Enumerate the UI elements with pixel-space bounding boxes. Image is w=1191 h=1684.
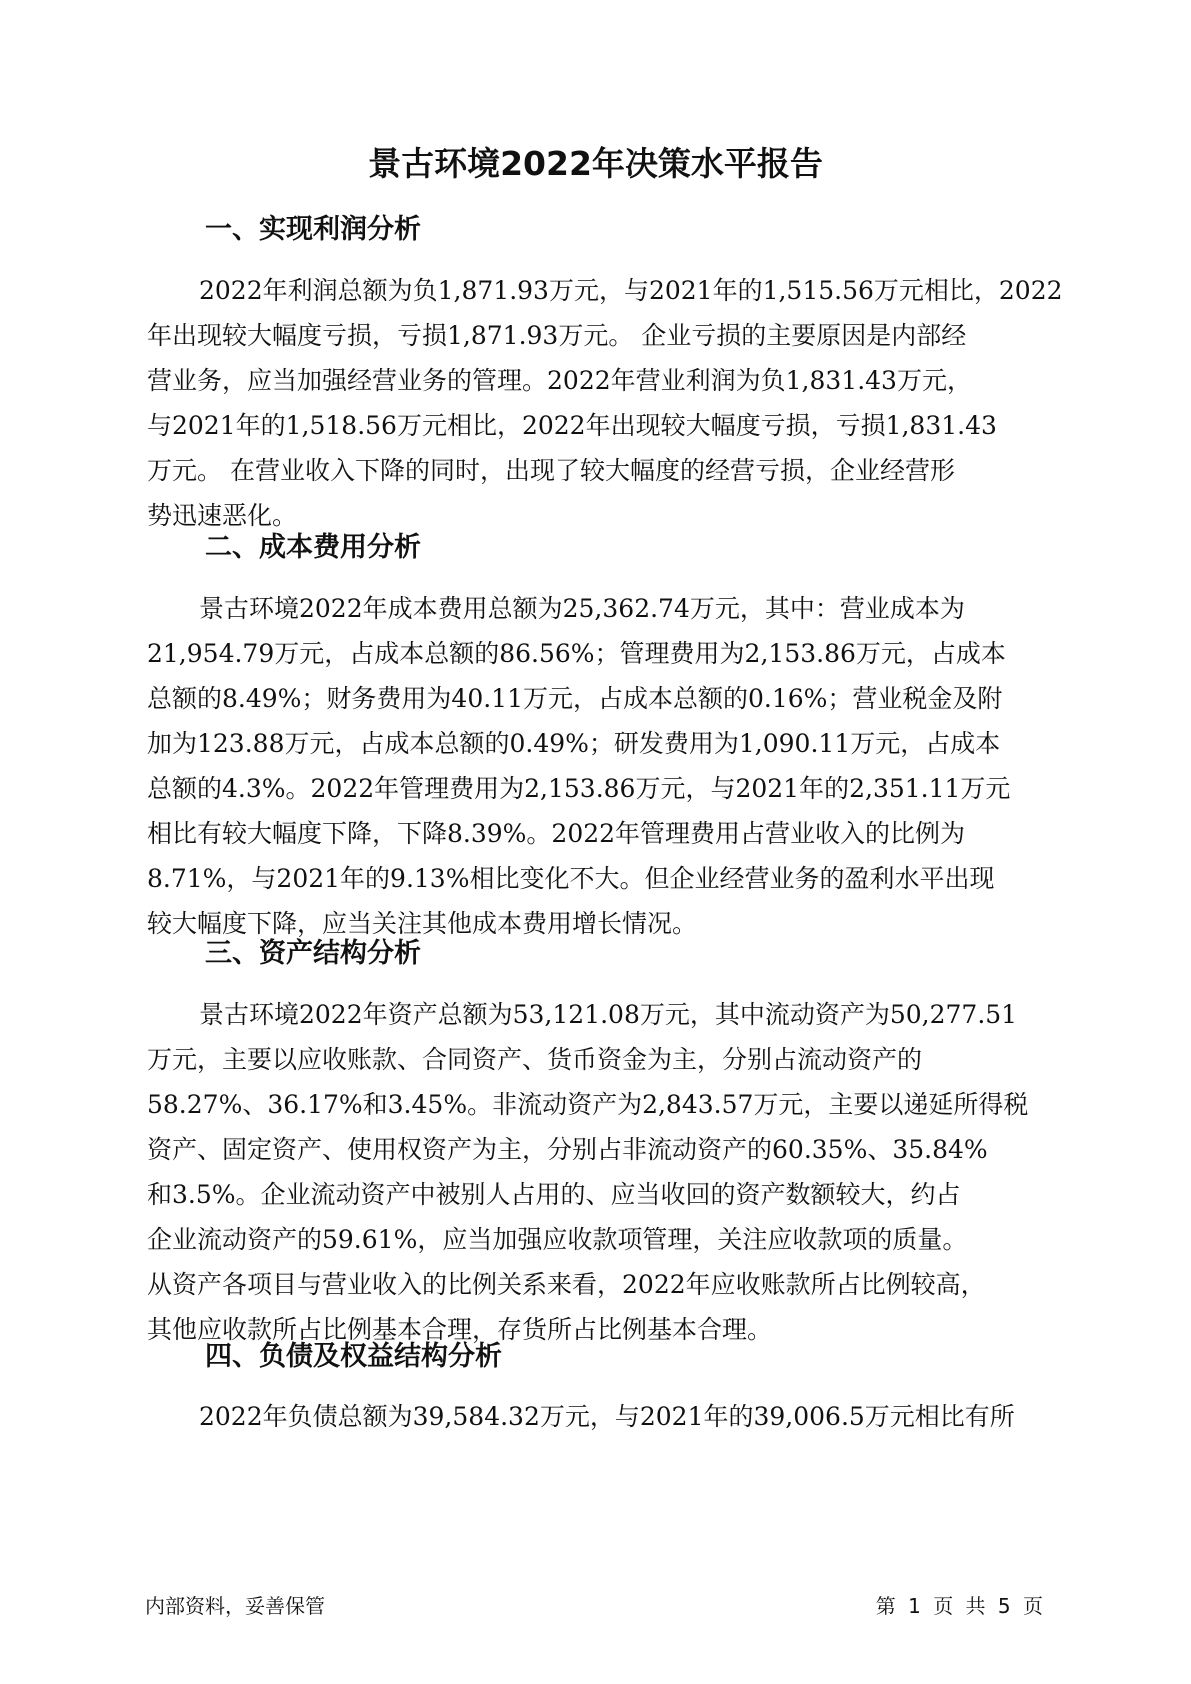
section-body-cost: [147, 586, 1077, 946]
footer-confidential-note: 内部资料，妥善保管: [145, 1594, 325, 1618]
text-line: 资产、固定资产、使用权资产为主，分别占非流动资产的60.35%、35.84%: [147, 1135, 988, 1164]
text-line: 总额的4.3%。2022年管理费用为2,153.86万元，与2021年的2,351.11万元: [147, 774, 1011, 803]
text-line: 企业流动资产的59.61%，应当加强应收款项管理，关注应收款项的质量。: [147, 1225, 968, 1254]
text-line: 相比有较大幅度下降，下降8.39%。2022年管理费用占营业收入的比例为: [147, 819, 966, 848]
text-line: 58.27%、36.17%和3.45%。非流动资产为2,843.57万元，主要以递延所得税: [147, 1090, 1029, 1119]
text-line: 万元，主要以应收账款、合同资产、货币资金为主，分别占流动资产的: [147, 1045, 923, 1074]
text-line: 景古环境2022年成本费用总额为25,362.74万元，其中：营业成本为: [199, 594, 965, 623]
text-line: 营业务，应当加强经营业务的管理。2022年营业利润为负1,831.43万元，: [147, 366, 972, 395]
text-line: 和3.5%。企业流动资产中被别人占用的、应当收回的资产数额较大，约占: [147, 1180, 961, 1209]
section-heading-cost: 二、成本费用分析: [205, 532, 421, 563]
text-line: 8.71%，与2021年的9.13%相比变化不大。但企业经营业务的盈利水平出现: [147, 864, 995, 893]
page-title: 景古环境2022年决策水平报告: [368, 144, 823, 183]
text-line: 势迅速恶化。: [147, 501, 298, 530]
section-body-profit: [147, 268, 1077, 538]
section-body-assets: [147, 992, 1077, 1352]
text-line: 加为123.88万元，占成本总额的0.49%；研发费用为1,090.11万元，占成本: [147, 729, 1001, 758]
text-line: 较大幅度下降，应当关注其他成本费用增长情况。: [147, 909, 698, 938]
section-heading-assets: 三、资产结构分析: [205, 938, 421, 969]
section-body-liabilities: [147, 1394, 1077, 1439]
text-line: 年出现较大幅度亏损，亏损1,871.93万元。 企业亏损的主要原因是内部经: [147, 321, 967, 350]
text-line: 景古环境2022年资产总额为53,121.08万元，其中流动资产为50,277.51: [199, 1000, 1018, 1029]
text-line: 与2021年的1,518.56万元相比，2022年出现较大幅度亏损，亏损1,831.43: [147, 411, 997, 440]
footer-page-number: 第 1 页 共 5 页: [875, 1594, 1043, 1618]
text-line: 其他应收款所占比例基本合理，存货所占比例基本合理。: [147, 1315, 773, 1344]
section-heading-liabilities: 四、负债及权益结构分析: [205, 1341, 502, 1372]
text-line: 2022年负债总额为39,584.32万元，与2021年的39,006.5万元相比有所: [199, 1402, 1015, 1431]
text-line: 21,954.79万元，占成本总额的86.56%；管理费用为2,153.86万元，占成本: [147, 639, 1006, 668]
text-line: 2022年利润总额为负1,871.93万元，与2021年的1,515.56万元相比，2022: [199, 276, 1063, 305]
text-line: 万元。 在营业收入下降的同时，出现了较大幅度的经营亏损，企业经营形: [147, 456, 955, 485]
text-line: 总额的8.49%；财务费用为40.11万元，占成本总额的0.16%；营业税金及附: [147, 684, 1003, 713]
section-heading-profit: 一、实现利润分析: [205, 214, 421, 245]
text-line: 从资产各项目与营业收入的比例关系来看，2022年应收账款所占比例较高，: [147, 1270, 986, 1299]
